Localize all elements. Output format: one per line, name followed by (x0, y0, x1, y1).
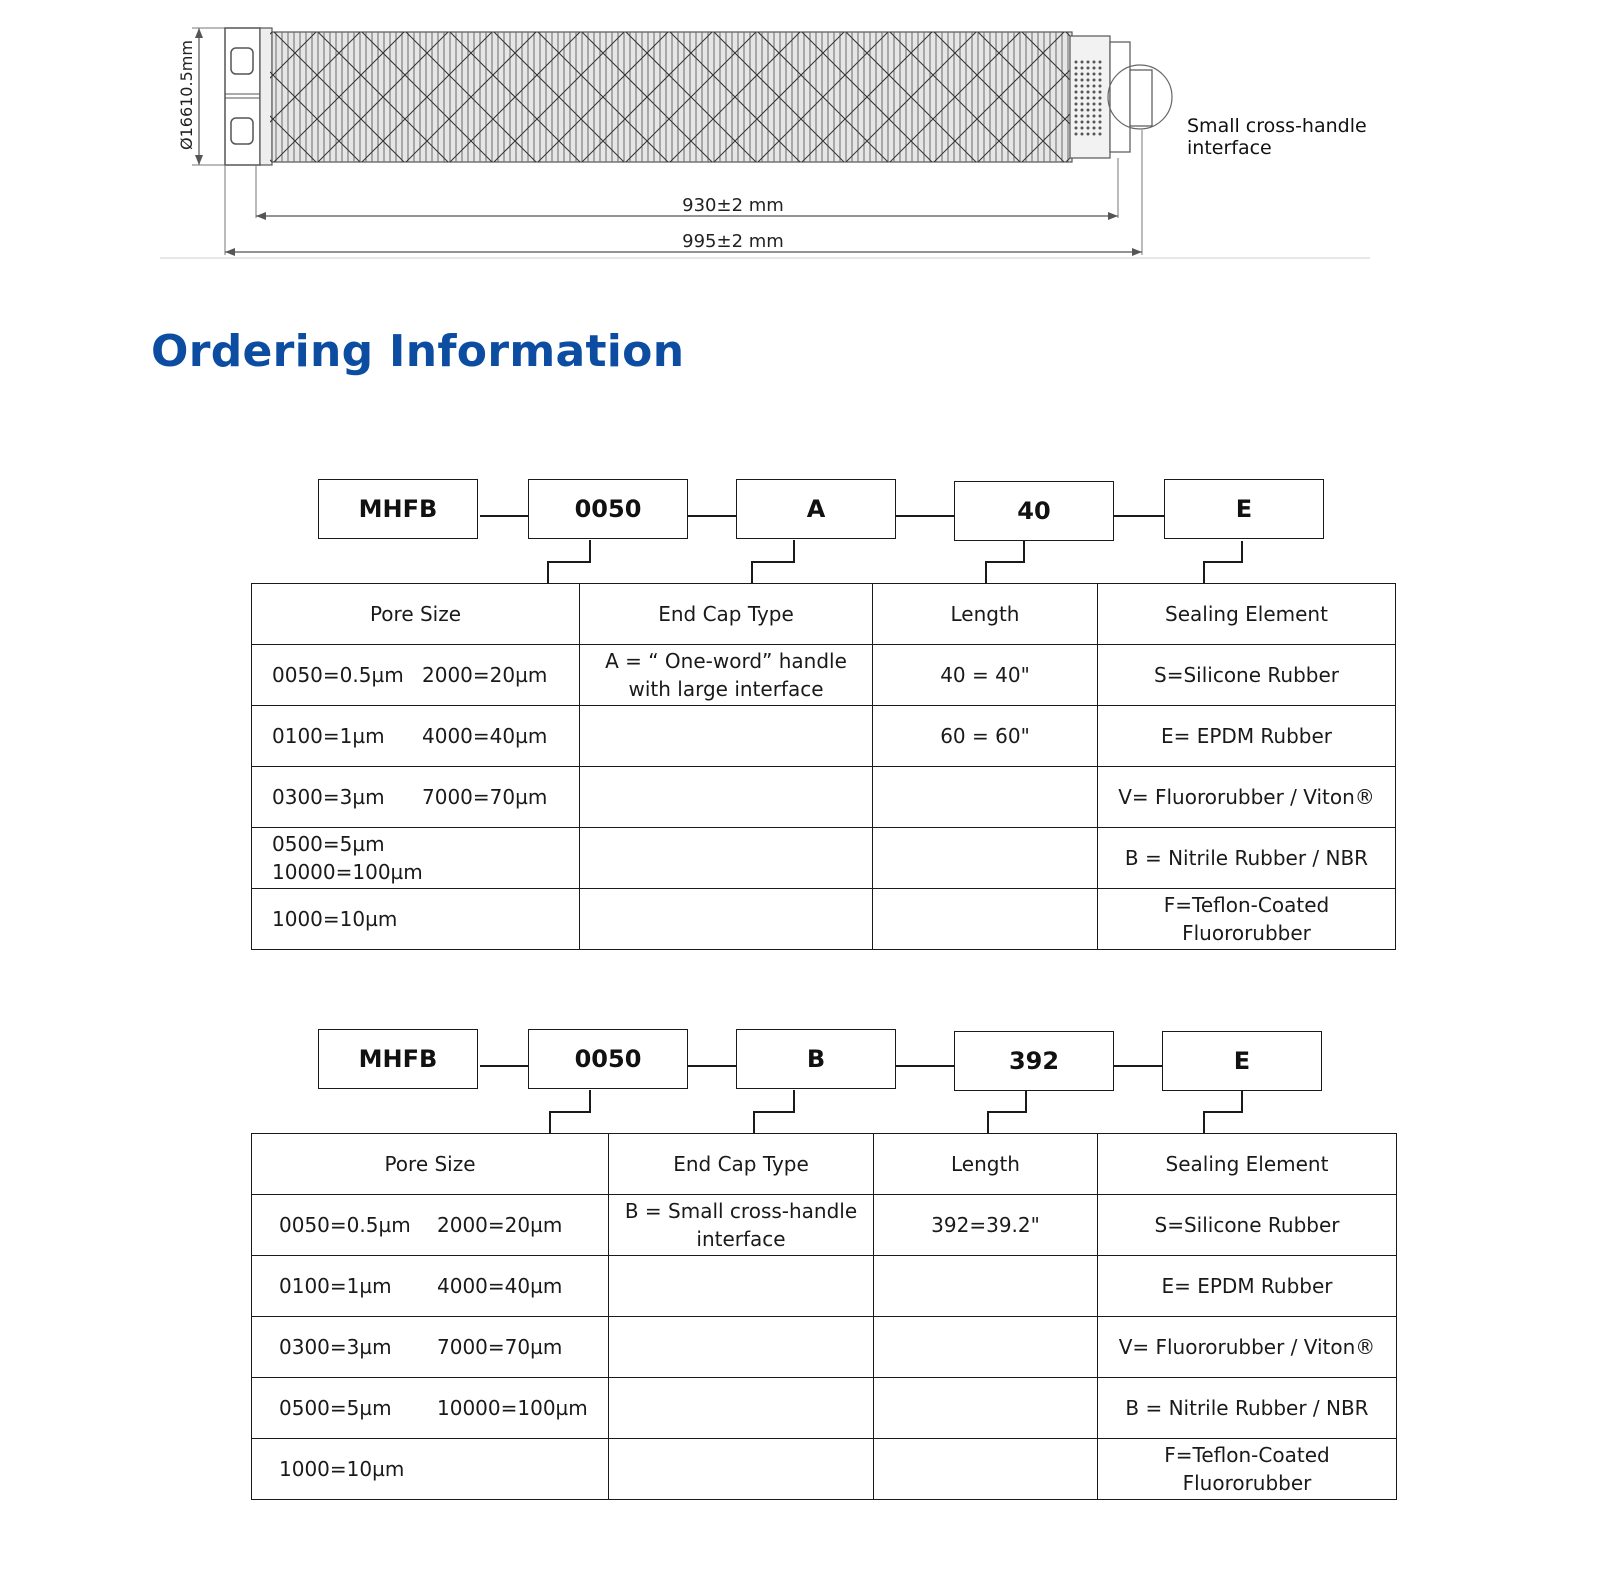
table-row (252, 1317, 1397, 1378)
table-row (252, 1195, 1397, 1256)
code-end-cap: A (736, 479, 896, 539)
table-header-row (252, 1134, 1397, 1195)
pore-cell: 0500=5µm 10000=100µm (252, 1378, 609, 1439)
pore-cell: 0050=0.5µm 2000=20µm (252, 645, 580, 706)
ordering-table-2 (251, 1133, 1397, 1500)
code-series: MHFB (318, 479, 478, 539)
endcap-cell: A = “ One-word” handle with large interface (580, 645, 873, 706)
callout-label-line1: Small cross-handle (1187, 115, 1367, 137)
endcap-cell (609, 1378, 874, 1439)
cartridge-drawing (0, 0, 1610, 270)
diameter-label: Ø16610.5mm (177, 40, 196, 150)
endcap-cell (609, 1439, 874, 1500)
table-row (252, 767, 1396, 828)
length-cell (873, 767, 1098, 828)
seal-cell: B = Nitrile Rubber / NBR (1098, 1378, 1397, 1439)
dimension-inner: 930±2 mm (682, 195, 784, 216)
code-length: 392 (954, 1031, 1114, 1091)
length-cell (874, 1317, 1098, 1378)
pore-cell: 0500=5µm10000=100µm (252, 828, 580, 889)
endcap-cell (580, 706, 873, 767)
length-cell: 392=39.2" (874, 1195, 1098, 1256)
pore-cell: 0050=0.5µm 2000=20µm (252, 1195, 609, 1256)
code-sealing: E (1162, 1031, 1322, 1091)
header-sealing-element: Sealing Element (1098, 1134, 1397, 1195)
length-cell (874, 1378, 1098, 1439)
header-end-cap-type: End Cap Type (580, 584, 873, 645)
endcap-cell (609, 1317, 874, 1378)
pore-cell: 0300=3µm 7000=70µm (252, 767, 580, 828)
table-row (252, 828, 1396, 889)
page-title: Ordering Information (151, 326, 685, 377)
table-row (252, 706, 1396, 767)
code-series: MHFB (318, 1029, 478, 1089)
seal-cell: F=Teflon-Coated Fluororubber (1098, 889, 1396, 950)
table-row (252, 1439, 1397, 1500)
endcap-cell: B = Small cross-handle interface (609, 1195, 874, 1256)
seal-cell: S=Silicone Rubber (1098, 1195, 1397, 1256)
length-cell (874, 1439, 1098, 1500)
table-row (252, 1378, 1397, 1439)
endcap-cell (580, 767, 873, 828)
ordering-block-2 (0, 1028, 1610, 1518)
header-pore-size: Pore Size (252, 584, 580, 645)
length-cell (873, 889, 1098, 950)
callout-label-line2: interface (1187, 137, 1272, 159)
table-row (252, 889, 1396, 950)
pore-cell: 1000=10µm (252, 889, 580, 950)
seal-cell: V= Fluororubber / Viton® (1098, 767, 1396, 828)
code-sealing: E (1164, 479, 1324, 539)
table-row (252, 645, 1396, 706)
header-length: Length (873, 584, 1098, 645)
endcap-cell (580, 889, 873, 950)
code-length: 40 (954, 481, 1114, 541)
table-header-row (252, 584, 1396, 645)
pore-cell: 0300=3µm 7000=70µm (252, 1317, 609, 1378)
header-end-cap-type: End Cap Type (609, 1134, 874, 1195)
code-pore-size: 0050 (528, 479, 688, 539)
pore-cell: 0100=1µm 4000=40µm (252, 706, 580, 767)
seal-cell: B = Nitrile Rubber / NBR (1098, 828, 1396, 889)
seal-cell: F=Teflon-Coated Fluororubber (1098, 1439, 1397, 1500)
code-end-cap: B (736, 1029, 896, 1089)
header-pore-size: Pore Size (252, 1134, 609, 1195)
dimension-outer: 995±2 mm (682, 231, 784, 252)
endcap-cell (609, 1256, 874, 1317)
length-cell (874, 1256, 1098, 1317)
header-sealing-element: Sealing Element (1098, 584, 1396, 645)
table-row (252, 1256, 1397, 1317)
pore-cell: 1000=10µm (252, 1439, 609, 1500)
seal-cell: V= Fluororubber / Viton® (1098, 1317, 1397, 1378)
ordering-block-1 (0, 478, 1610, 958)
seal-cell: S=Silicone Rubber (1098, 645, 1396, 706)
code-pore-size: 0050 (528, 1029, 688, 1089)
ordering-table-1 (251, 583, 1396, 950)
length-cell: 40 = 40" (873, 645, 1098, 706)
seal-cell: E= EPDM Rubber (1098, 1256, 1397, 1317)
length-cell (873, 828, 1098, 889)
seal-cell: E= EPDM Rubber (1098, 706, 1396, 767)
header-length: Length (874, 1134, 1098, 1195)
pore-cell: 0100=1µm 4000=40µm (252, 1256, 609, 1317)
endcap-cell (580, 828, 873, 889)
length-cell: 60 = 60" (873, 706, 1098, 767)
